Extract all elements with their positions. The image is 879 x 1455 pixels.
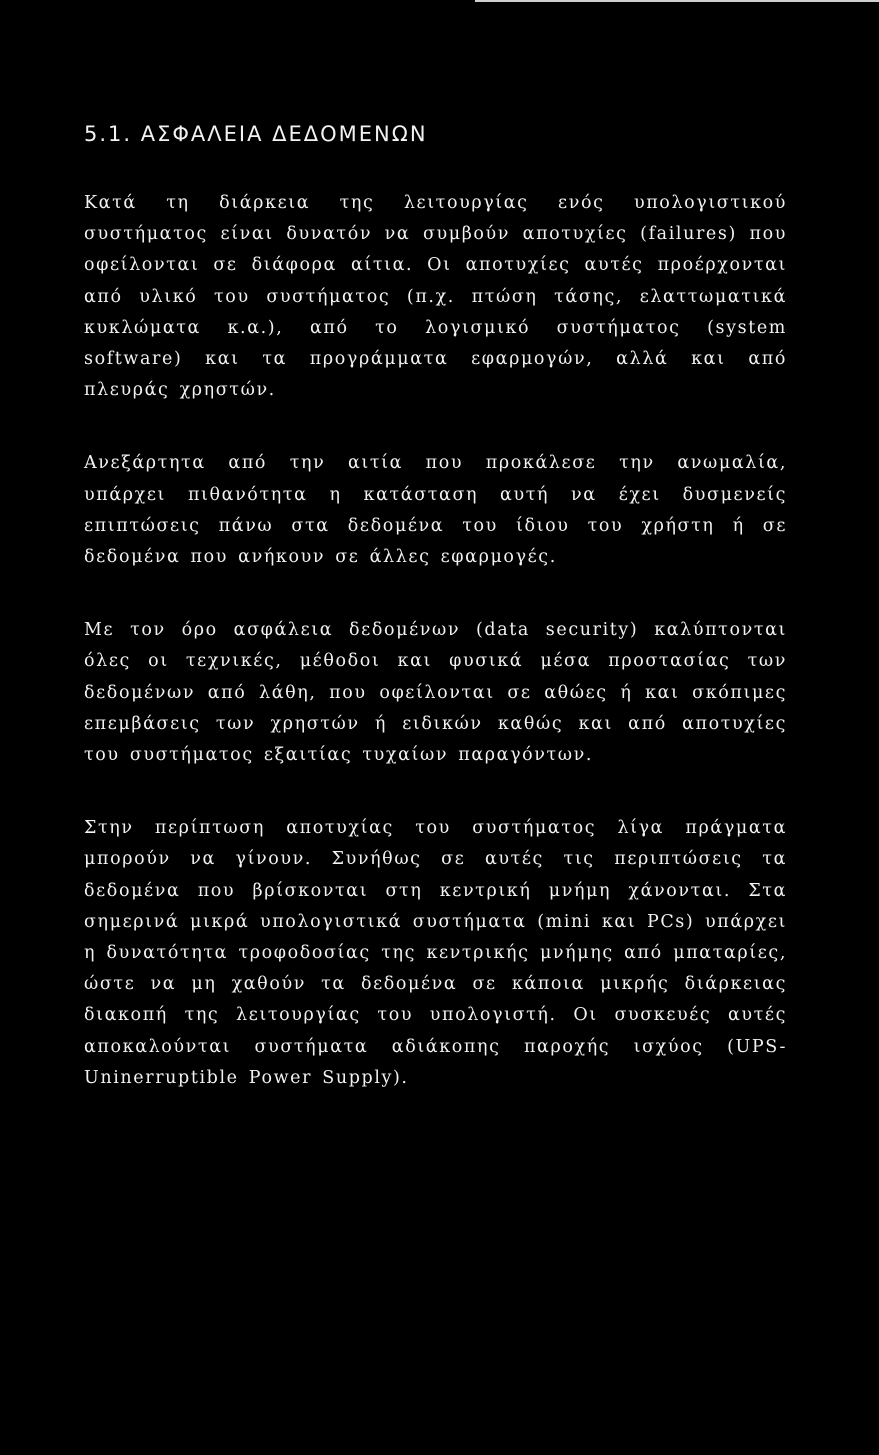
- section-title: 5.1. ΑΣΦΑΛΕΙΑ ΔΕΔΟΜΕΝΩΝ: [84, 122, 428, 146]
- paragraph-data-security: Με τον όρο ασφάλεια δεδομένων (data security) καλύπτονται όλες οι τεχνικές, μέθοδοι και φυσικά μέσα προστασίας των δεδομένων από λάθη, που οφείλονται σε αθώες ή και σκόπιμες επεμβάσεις των χρηστών ή ειδικών καθώς και από αποτυχίες του συστήματος εξαιτίας τυχαίων παραγόντων.: [84, 620, 787, 766]
- paragraph-consequences: Ανεξάρτητα από την αιτία που προκάλεσε την ανωμαλία, υπάρχει πιθανότητα η κατάσταση αυτή να έχει δυσμενείς επιπτώσεις πάνω στα δεδομένα του ίδιου του χρήστη ή σε δεδομένα που ανήκουν σε άλλες εφαρμογές.: [84, 453, 787, 568]
- scan-edge-line: [475, 0, 879, 2]
- paragraph-failures: Κατά τη διάρκεια της λειτουργίας ενός υπολογιστικού συστήματος είναι δυνατόν να συμβούν αποτυχίες (failures) που οφείλονται σε διάφορα αίτια. Οι αποτυχίες αυτές προέρχονται από υλικό του συστήματος (π.χ. πτώση τάσης, ελαττωματικά κυκλώματα κ.α.), από το λογισμικό συστήματος (system software) και τα προγράμματα εφαρμογών, αλλά και από πλευράς χρηστών.: [84, 193, 787, 401]
- paragraph-ups: Στην περίπτωση αποτυχίας του συστήματος λίγα πράγματα μπορούν να γίνουν. Συνήθως σε αυτές τις περιπτώσεις τα δεδομένα που βρίσκονται στη κεντρική μνήμη χάνονται. Στα σημερινά μικρά υπολογιστικά συστήματα (mini και PCs) υπάρχει η δυνατότητα τροφοδοσίας της κεντρικής μνήμης από μπαταρίες, ώστε να μη χαθούν τα δεδομένα σε κάποια μικρής διάρκειας διακοπή της λειτουργίας του υπολογιστή. Οι συσκευές αυτές αποκαλούνται συστήματα αδιάκοπης παροχής ισχύος (UPS-Uninerruptible Power Supply).: [84, 818, 787, 1088]
- document-page: [84, 122, 787, 1094]
